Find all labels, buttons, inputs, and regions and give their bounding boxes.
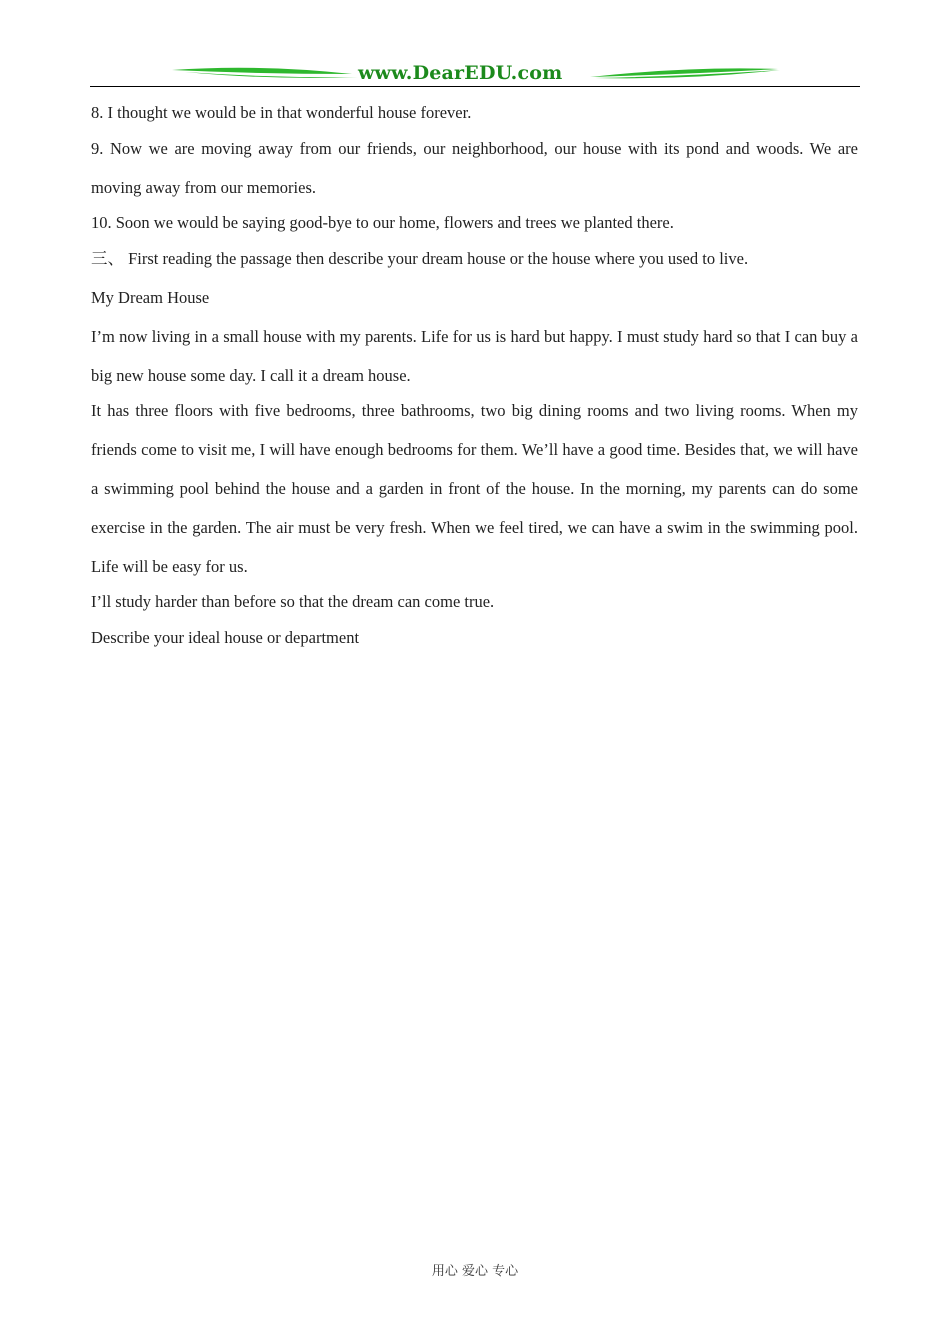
item-8: 8. I thought we would be in that wonderful house forever.	[91, 103, 472, 122]
essay-paragraph-2: It has three floors with five bedrooms, three bathrooms, two big dining rooms and two living rooms. When my friends come to visit me, I will have enough bedrooms for them. We’ll have a good time. Besides that, we will have a swimming pool behind the house and a garden in front of the house. In the morning, my parents can do some exercise in the garden. The air must be very fresh. When we feel tired, we can have a swim in the swimming pool. Life will be easy for us.	[91, 401, 858, 576]
page-footer: 用心 爱心 专心	[431, 1264, 519, 1279]
essay-paragraph-3: I’ll study harder than before so that the dream can come true.	[91, 592, 495, 611]
page-header	[90, 60, 860, 90]
section-3-instruction: 三、 First reading the passage then describe your dream house or the house where you used to live.	[91, 249, 749, 268]
item-10: 10. Soon we would be saying good-bye to our home, flowers and trees we planted there.	[91, 213, 674, 232]
header-divider	[90, 86, 860, 87]
document-body	[91, 100, 858, 661]
site-logo-text[interactable]: www.DearEDU.com	[358, 62, 563, 84]
essay-title: My Dream House	[91, 288, 210, 307]
essay-paragraph-1: I’m now living in a small house with my parents. Life for us is hard but happy. I must study hard so that I can buy a big new house some day. I call it a dream house.	[91, 327, 858, 385]
item-9: 9. Now we are moving away from our friends, our neighborhood, our house with its pond and woods. We are moving away from our memories.	[91, 139, 858, 197]
writing-prompt: Describe your ideal house or department	[91, 628, 360, 647]
